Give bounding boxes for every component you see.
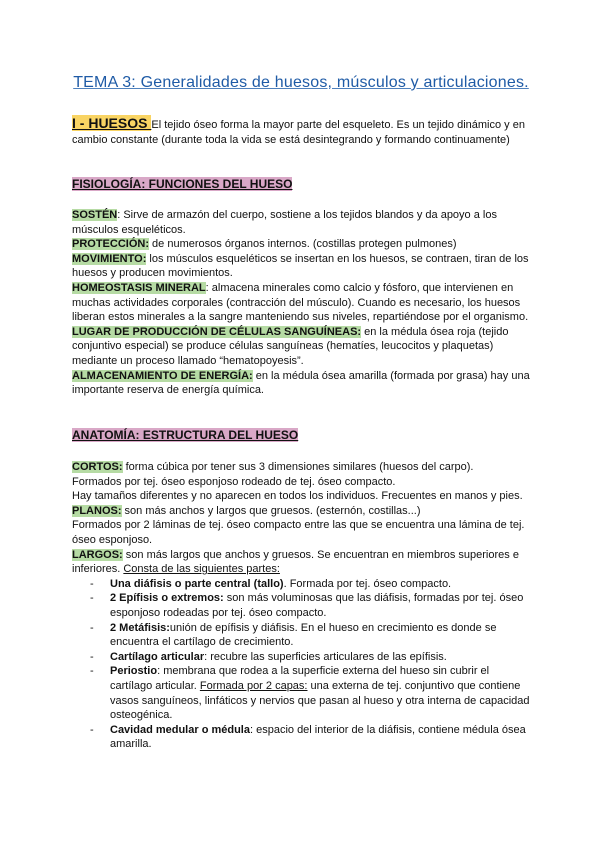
largos-paragraph — [72, 548, 530, 577]
function-item — [72, 237, 530, 252]
item-label: PLANOS: — [72, 504, 122, 517]
function-item — [72, 208, 530, 237]
item-text: los músculos esqueléticos se insertan en los huesos, se contraen, tiran de los huesos y producen movimientos. — [72, 252, 529, 280]
item-term: Periostio — [110, 665, 158, 678]
item-text: : Sirve de armazón del cuerpo, sostiene a los tejidos blandos y da apoyo a los músculos esqueléticos. — [72, 209, 497, 236]
item-text: de numerosos órganos internos. (costillas protegen pulmones) — [149, 238, 457, 251]
dash-bullet-icon: - — [90, 665, 94, 678]
list-item — [72, 723, 530, 752]
item-term: Cartílago articular — [110, 650, 205, 663]
dash-bullet-icon: - — [90, 577, 94, 590]
item-text: unión de epífisis y diáfisis. En el hueso en crecimiento es donde se encuentra el cartílago de crecimiento. — [110, 621, 497, 649]
item-label: LARGOS: — [72, 548, 123, 561]
dash-bullet-icon: - — [90, 592, 94, 605]
item-term: Cavidad medular o médula — [110, 723, 250, 736]
underlined-text: Consta de las siguientes partes: — [123, 563, 280, 576]
item-text: : membrana que rodea a la superficie externa del hueso sin cubrir el cartílago articular. — [110, 665, 490, 692]
list-item — [72, 650, 530, 665]
item-text: en la médula ósea roja (tejido conjuntivo especial) se produce células sanguíneas (hematíes, leucocitos y plaquetas) mediante un proceso llamado “hematopoyesis”. — [72, 325, 509, 367]
partes-list — [72, 577, 530, 752]
list-item — [72, 577, 530, 592]
list-item — [72, 621, 530, 650]
planos-paragraph — [72, 504, 530, 519]
item-text: : espacio del interior de la diáfisis, contiene médula ósea amarilla. — [110, 723, 526, 751]
function-item — [72, 281, 530, 325]
cortos-paragraph — [72, 460, 530, 475]
item-text: : recubre las superficies articulares de las epífisis. — [204, 650, 447, 663]
list-item — [72, 664, 530, 722]
item-label: ALMACENAMIENTO DE ENERGÍA: — [72, 369, 253, 382]
item-text: . Formada por tej. óseo compacto. — [283, 577, 452, 590]
item-text: : almacena minerales como calcio y fósforo, que intervienen en muchas actividades corporales (contracción del músculo). Cuando es necesario, los huesos liberan estos minerales a la sangre manteniendo sus niveles, repartiéndose por el organismo. — [72, 281, 529, 324]
planos-line: Formados por 2 láminas de tej. óseo compacto entre las que se encuentra una lámina de tej. óseo esponjoso. — [72, 519, 525, 546]
cortos-line: Formados por tej. óseo esponjoso rodeado de tej. óseo compacto. — [72, 475, 396, 488]
fisiologia-list — [72, 208, 530, 398]
item-text: son más largos que anchos y gruesos. Se encuentran en miembros superiores e inferiores. — [72, 548, 519, 576]
dash-bullet-icon: - — [90, 650, 94, 663]
item-label: MOVIMIENTO: — [72, 252, 147, 265]
underlined-text: Formada por 2 capas: — [199, 679, 308, 692]
cortos-line: Hay tamaños diferentes y no aparecen en todos los individuos. Frecuentes en manos y pies. — [72, 490, 523, 503]
intro-text: El tejido óseo forma la mayor parte del esqueleto. Es un tejido dinámico y en cambio constante (durante toda la vida se está desintegrando y formando continuamente) — [72, 119, 525, 146]
item-term: 2 Epífisis o extremos: — [110, 592, 224, 605]
item-term: 2 Metáfisis: — [110, 621, 170, 634]
intro-paragraph — [72, 116, 530, 147]
item-label: SOSTÉN — [72, 209, 118, 221]
anatomia-heading — [72, 428, 530, 444]
item-text: forma cúbica por tener sus 3 dimensiones similares (huesos del carpo). — [122, 461, 474, 473]
item-text: son más voluminosas que las diáfisis, formadas por tej. óseo esponjoso rodeadas por tej. óseo compacto. — [110, 592, 524, 619]
item-term: Una diáfisis o parte central (tallo) — [110, 577, 284, 590]
list-item — [72, 591, 530, 620]
heading-text: FISIOLOGÍA: FUNCIONES DEL HUESO — [72, 177, 293, 191]
fisiologia-heading — [72, 177, 530, 193]
dash-bullet-icon: - — [90, 621, 94, 634]
item-label: CORTOS: — [72, 461, 123, 473]
item-label: HOMEOSTASIS MINERAL — [72, 281, 206, 294]
function-item — [72, 369, 530, 398]
item-label: LUGAR DE PRODUCCIÓN DE CÉLULAS SANGUÍNEAS: — [72, 325, 362, 338]
item-label: PROTECCIÓN: — [72, 238, 149, 251]
document-title: TEMA 3: Generalidades de huesos, músculos y articulaciones. — [73, 74, 529, 91]
anatomia-body — [72, 460, 530, 752]
function-item — [72, 325, 530, 369]
function-item — [72, 252, 530, 281]
item-text: en la médula ósea amarilla (formada por grasa) hay una importante reserva de energía química. — [72, 369, 530, 397]
item-text: son más anchos y largos que gruesos. (esternón, costillas...) — [121, 504, 421, 517]
item-text: una externa de tej. conjuntivo que contiene vasos sanguíneos, linfáticos y nervios que pasan al hueso y otra interna de capacidad osteogénica. — [110, 679, 530, 722]
heading-text: ANATOMÍA: ESTRUCTURA DEL HUESO — [72, 428, 299, 442]
dash-bullet-icon: - — [90, 723, 94, 736]
section-label-huesos: I - HUESOS — [72, 115, 152, 131]
